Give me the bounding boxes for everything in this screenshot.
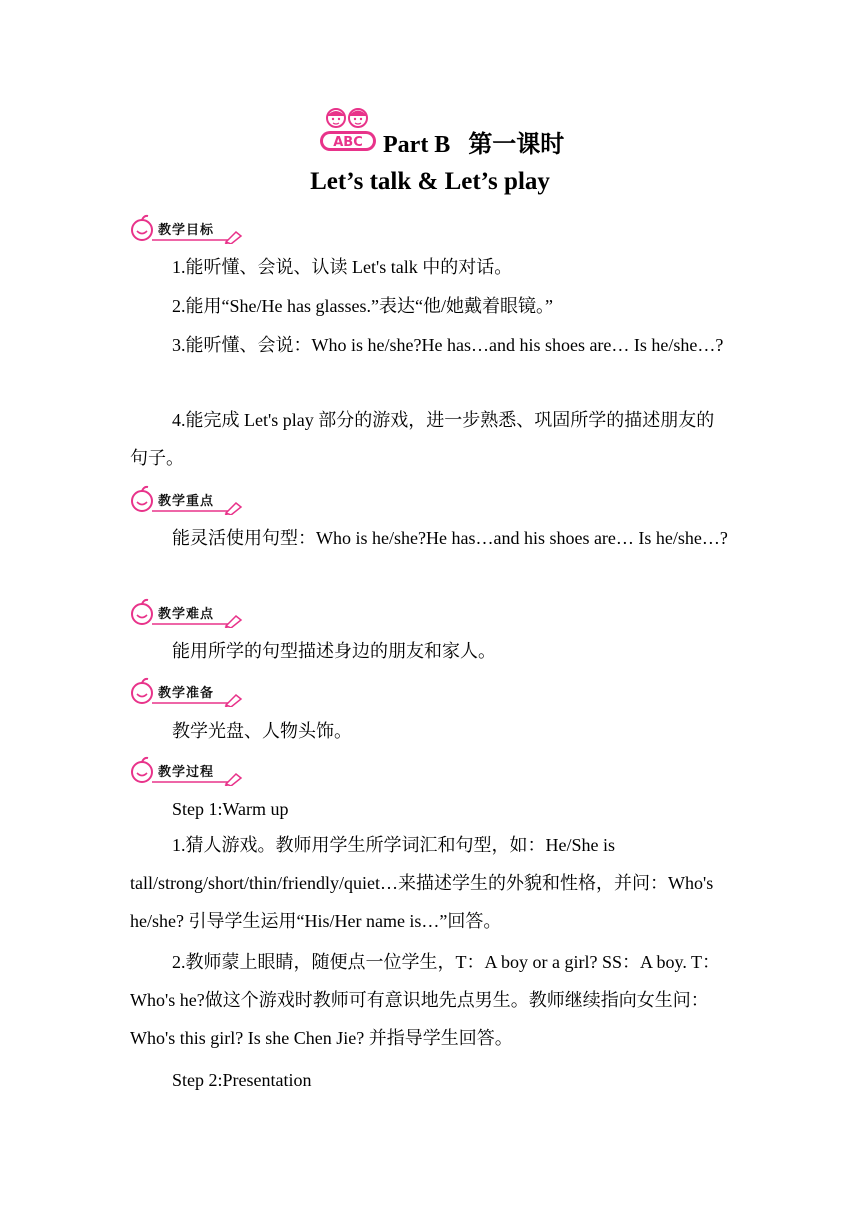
pencil-icon [224,695,241,707]
apple-icon [132,679,152,703]
pencil-icon [224,774,241,786]
goal-item-1: 1.能听懂、会说、认读 Let's talk 中的对话。 [172,257,513,277]
section-heading-key-points [128,485,248,515]
process-step2: Step 2:Presentation [172,1070,312,1090]
section-heading-text: 教学目标 [158,223,215,238]
pencil-icon [224,616,241,628]
section-heading-text: 教学难点 [158,607,215,622]
section-heading-goals [128,214,248,244]
page-title: Part B 第一课时 [383,132,565,158]
section-heading-text: 教学准备 [158,686,215,701]
goal-item-3: 3.能听懂、会说：Who is he/she?He has…and his shoes are… Is he/she…? [172,335,724,355]
apple-icon [132,758,152,782]
pencil-icon [224,503,241,515]
goal-item-2: 2.能用“She/He has glasses.”表达“他/她戴着眼镜。” [172,296,553,316]
title-row [0,104,860,158]
logo-text: ABC [333,135,363,150]
goal-item-4: 4.能完成 Let's play 部分的游戏，进一步熟悉、巩固所学的描述朋友的句子。 [130,410,715,468]
section-heading-difficulties [128,598,248,628]
section-heading-text: 教学过程 [158,765,215,780]
kids-logo-icon [316,104,380,154]
process-item-2: 2.教师蒙上眼睛，随便点一位学生，T：A boy or a girl? SS：A boy. T：Who's he?做这个游戏时教师可有意识地先点男生。教师继续指向女生问：Who's this girl? Is she Chen Jie? 并指导学生回答。 [130,952,720,1048]
section-heading-text: 教学重点 [158,494,215,509]
preparation-text: 教学光盘、人物头饰。 [172,721,352,741]
difficulties-text: 能用所学的句型描述身边的朋友和家人。 [172,641,496,661]
process-step1: Step 1:Warm up [172,799,289,819]
section-heading-process [128,756,248,786]
page-subtitle: Let’s talk & Let’s play [310,168,550,195]
apple-icon [132,487,152,511]
pencil-icon [224,232,241,244]
process-item-1: 1.猜人游戏。教师用学生所学词汇和句型，如：He/She is tall/strong/short/thin/friendly/quiet…来描述学生的外貌和性格，并问：Who's he/she? 引导学生运用“His/Her name is…”回答。 [130,835,714,931]
apple-icon [132,216,152,240]
apple-icon [132,600,152,624]
section-heading-preparation [128,677,248,707]
key-points-text: 能灵活使用句型：Who is he/she?He has…and his shoes are… Is he/she…? [172,528,728,548]
